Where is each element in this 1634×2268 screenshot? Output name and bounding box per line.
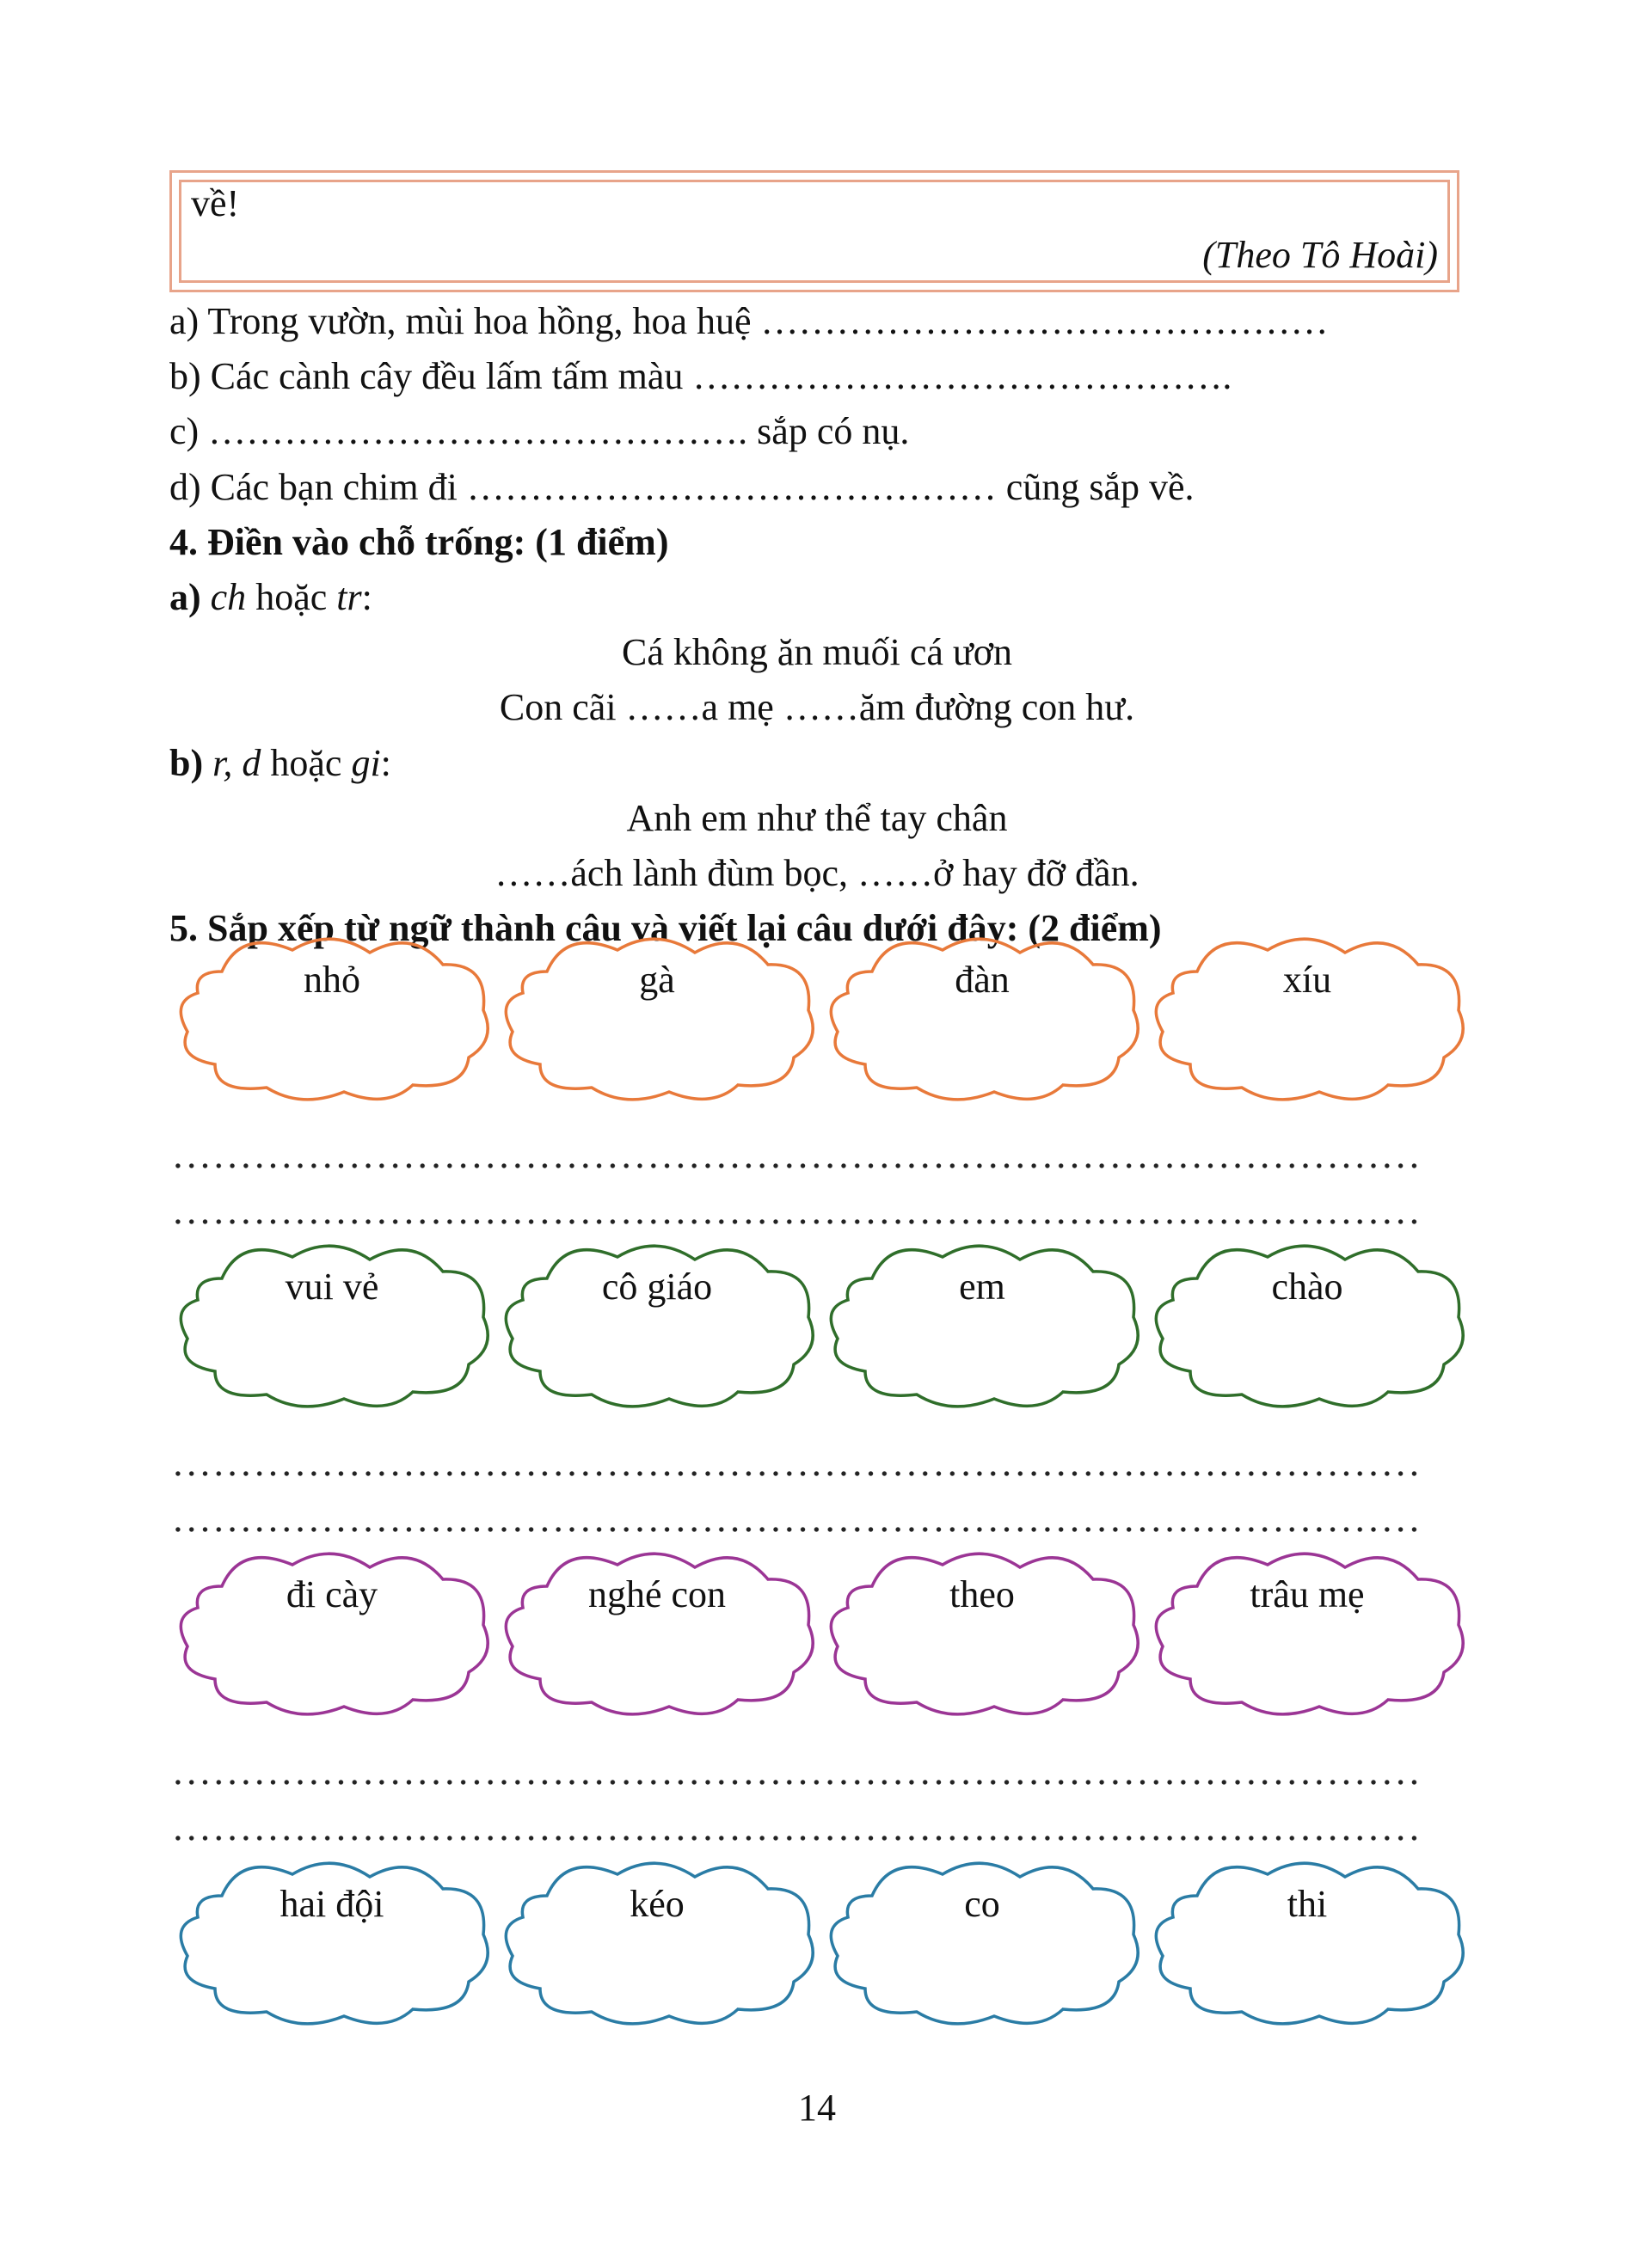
fill-line-b: b) Các cành cây đều lấm tấm màu ……………………………………. xyxy=(169,355,1232,397)
cloud-word: em xyxy=(959,1266,1005,1308)
word-cloud xyxy=(822,1861,1142,2016)
fill-line-d: d) Các bạn chim đi …………………………………… cũng sắp về. xyxy=(169,466,1195,508)
part-b-label: b) xyxy=(169,742,204,784)
verse-b-line-2: ……ách lành đùm bọc, ……ở hay đỡ đần. xyxy=(494,852,1140,894)
part-a-label: a) xyxy=(169,576,201,618)
cloud-word: vui vẻ xyxy=(285,1266,379,1308)
cloud-word: trâu mẹ xyxy=(1250,1573,1365,1615)
cloud-word: kéo xyxy=(630,1883,685,1925)
cloud-word: xíu xyxy=(1282,959,1332,1001)
cloud-word: hai đội xyxy=(280,1883,384,1925)
passage-box xyxy=(169,170,1459,292)
word-cloud xyxy=(1147,1552,1467,1707)
cloud-word: co xyxy=(964,1883,1000,1925)
verse-a-line-2: Con cãi ……a mẹ ……ăm đường con hư. xyxy=(499,686,1135,728)
word-cloud xyxy=(172,1552,492,1707)
word-cloud xyxy=(497,937,817,1092)
cloud-word: chào xyxy=(1271,1266,1343,1308)
part-a-letter-ch: ch xyxy=(210,576,247,618)
part-a-connector: hoặc xyxy=(246,576,337,618)
word-cloud xyxy=(497,1244,817,1399)
part-b-colon: : xyxy=(380,742,391,784)
part-a-colon: : xyxy=(361,576,372,618)
cloud-word: đi cày xyxy=(286,1573,378,1615)
cloud-word: đàn xyxy=(955,959,1010,1001)
question4-part-a-prompt xyxy=(169,576,372,618)
fill-line-c: c) ……………………………………. sắp có nụ. xyxy=(169,410,910,452)
word-cloud xyxy=(822,1244,1142,1399)
word-cloud xyxy=(1147,1244,1467,1399)
cloud-word: gà xyxy=(639,959,675,1001)
part-b-letter-gi: gi xyxy=(351,742,381,784)
question4-heading: 4. Điền vào chỗ trống: (1 điểm) xyxy=(169,521,669,563)
verse-b-line-1: Anh em như thể tay chân xyxy=(626,797,1008,839)
answer-line xyxy=(169,1215,1425,1229)
passage-continuation: về! xyxy=(191,182,240,224)
part-a-letter-tr: tr xyxy=(336,576,362,618)
word-cloud xyxy=(822,1552,1142,1707)
part-b-letters: r, d xyxy=(212,742,261,784)
verse-a-line-1: Cá không ăn muối cá ươn xyxy=(621,631,1013,673)
cloud-word: nhỏ xyxy=(304,959,360,1001)
cloud-word: theo xyxy=(949,1573,1015,1615)
word-cloud xyxy=(497,1861,817,2016)
word-cloud xyxy=(172,937,492,1092)
word-cloud xyxy=(1147,1861,1467,2016)
question4-part-b-prompt xyxy=(169,742,391,784)
word-cloud xyxy=(172,1244,492,1399)
answer-line xyxy=(169,1775,1425,1789)
cloud-word: nghé con xyxy=(587,1573,727,1615)
question5-heading: 5. Sắp xếp từ ngữ thành câu và viết lại câu dưới đây: (2 điểm) xyxy=(169,907,1162,949)
word-cloud xyxy=(1147,937,1467,1092)
cloud-word: cô giáo xyxy=(601,1266,713,1308)
cloud-word: thi xyxy=(1287,1883,1328,1925)
passage-source: (Theo Tô Hoài) xyxy=(1202,234,1438,276)
word-cloud xyxy=(497,1552,817,1707)
page-number: 14 xyxy=(798,2087,836,2129)
answer-line xyxy=(169,1523,1425,1536)
word-cloud xyxy=(172,1861,492,2016)
answer-line xyxy=(169,1159,1425,1173)
fill-line-a: a) Trong vườn, mùi hoa hồng, hoa huệ ……………………………………… xyxy=(169,300,1329,342)
part-b-connector: hoặc xyxy=(261,742,352,784)
word-cloud xyxy=(822,937,1142,1092)
answer-line xyxy=(169,1467,1425,1480)
answer-line xyxy=(169,1831,1425,1845)
